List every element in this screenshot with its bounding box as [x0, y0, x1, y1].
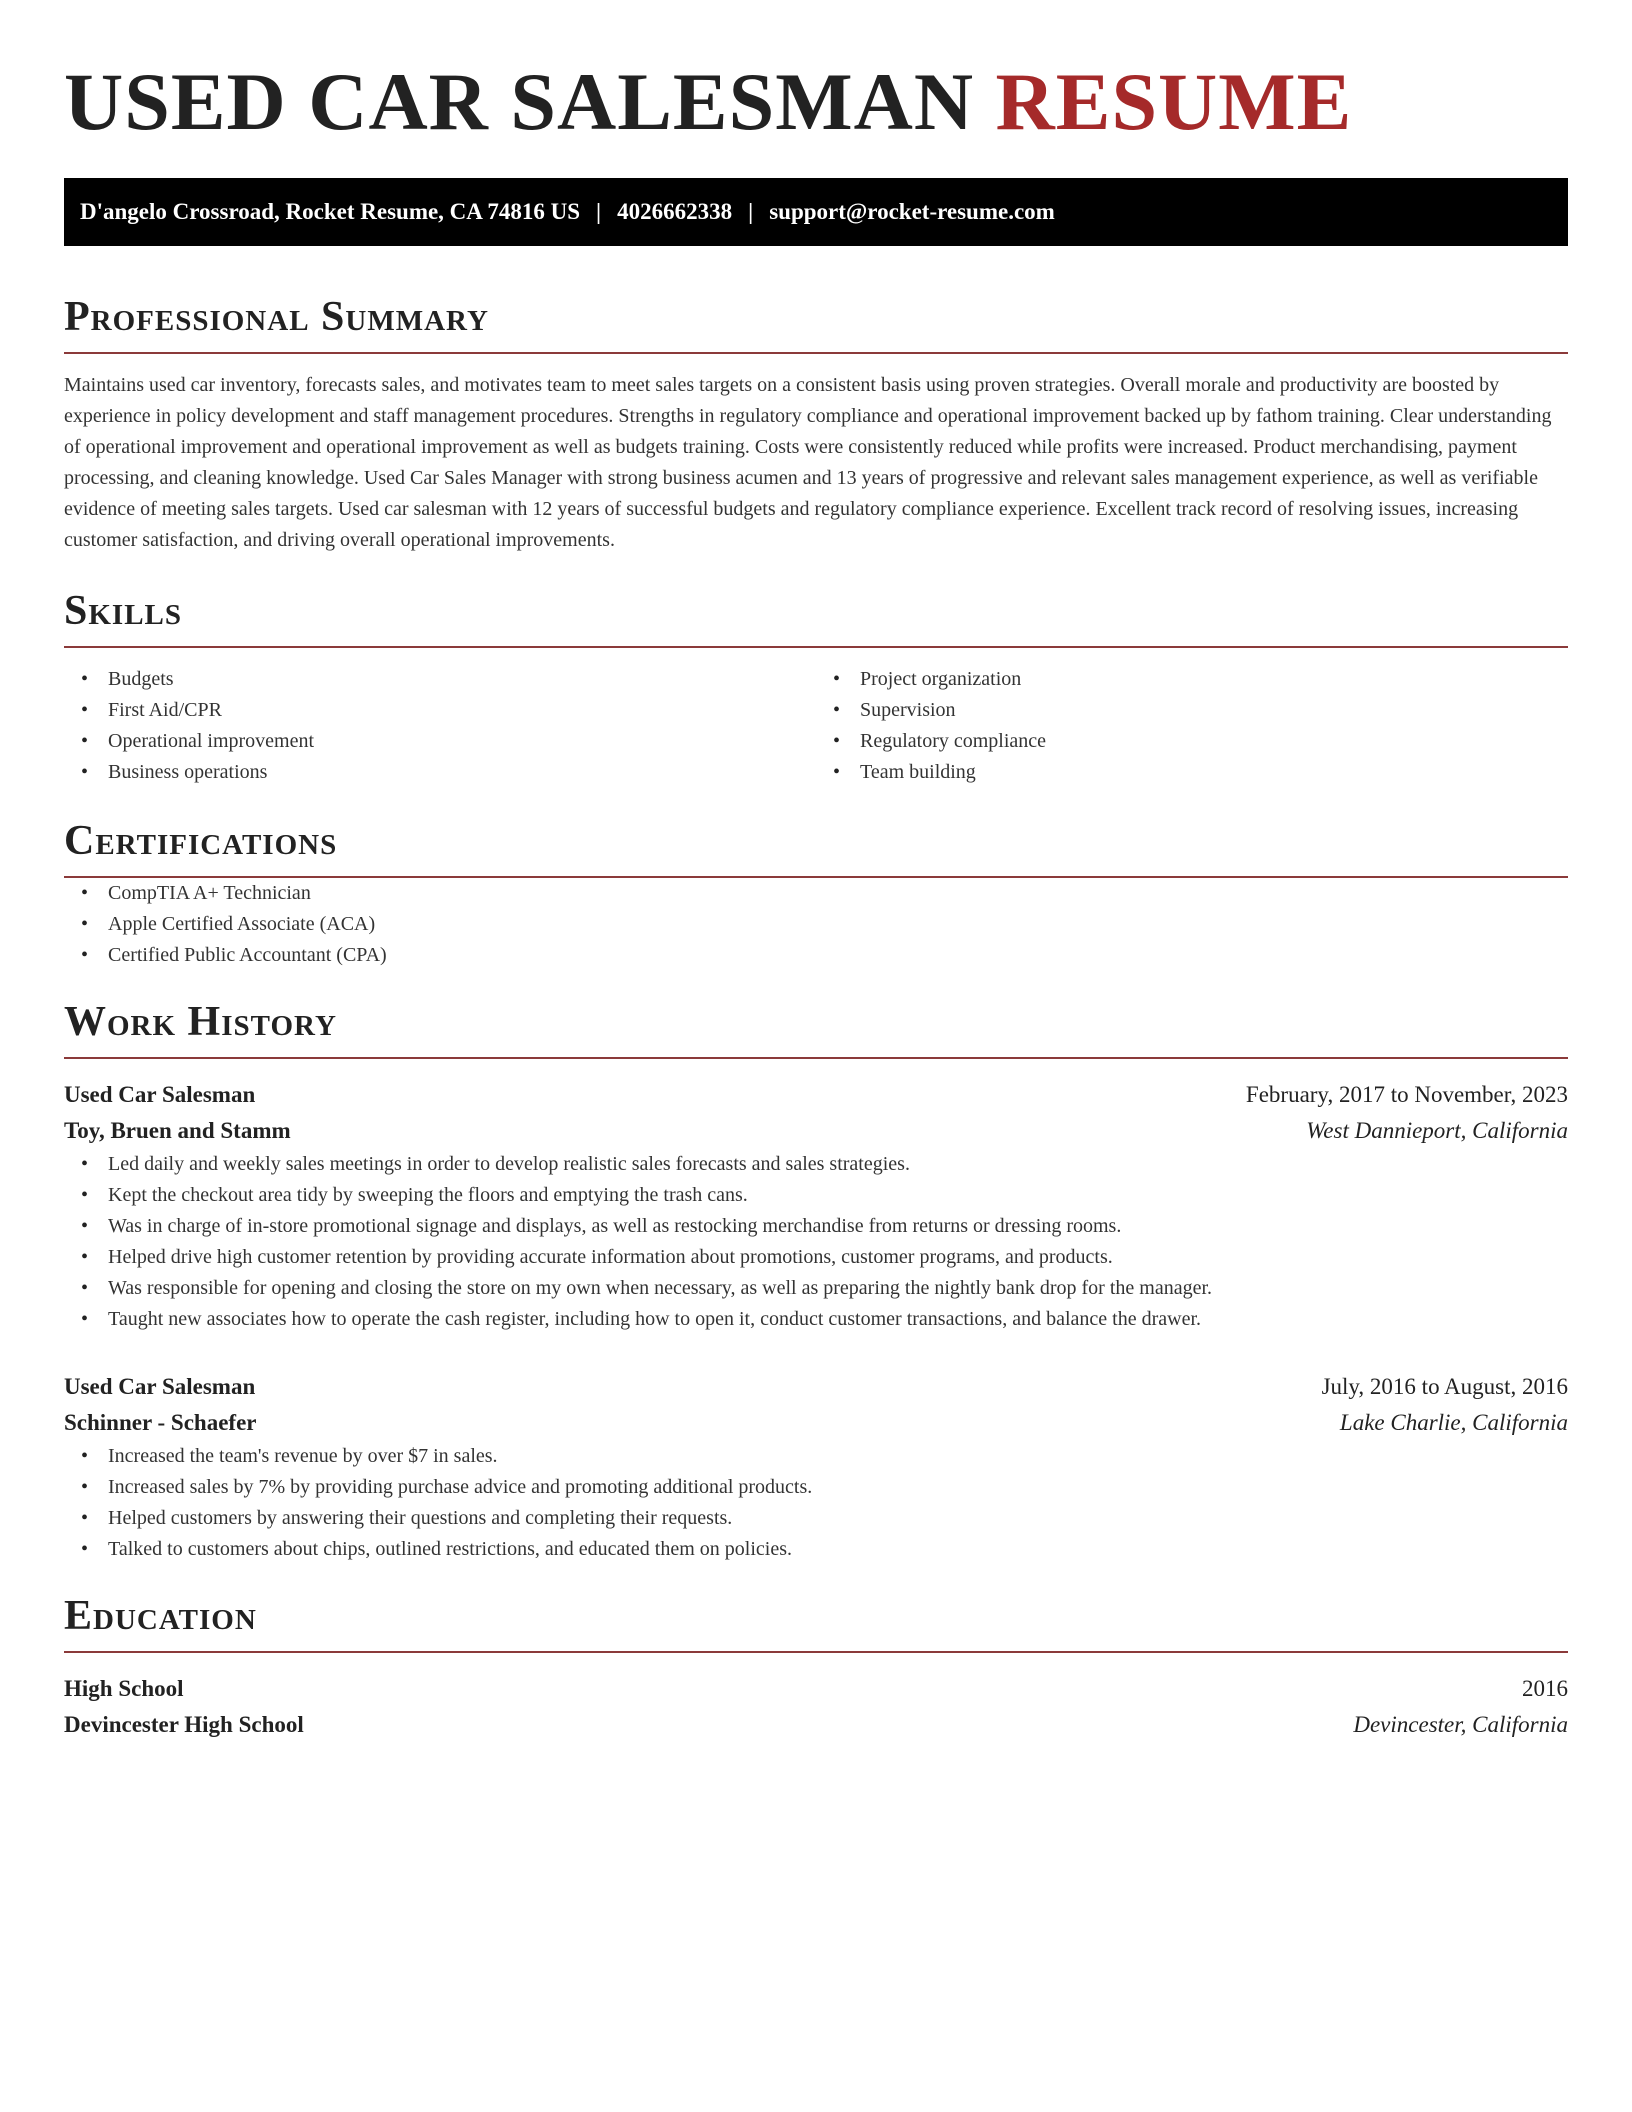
skill-item: • Regulatory compliance [816, 726, 1568, 757]
skill-item: • Operational improvement [64, 726, 816, 757]
education-header-row [64, 1671, 1568, 1707]
skills-list-right [816, 664, 1568, 788]
education-degree: High School [64, 1676, 184, 1701]
section-divider [64, 1651, 1568, 1653]
certification-item: • Apple Certified Associate (ACA) [64, 909, 1568, 940]
skill-item: • Project organization [816, 664, 1568, 695]
contact-separator: | [748, 199, 754, 224]
certification-item: • CompTIA A+ Technician [64, 878, 1568, 909]
skills-grid [64, 664, 1568, 788]
job-header-row [64, 1077, 1568, 1113]
skills-list-left [64, 664, 816, 788]
job-entry [64, 1077, 1568, 1335]
skills-heading: Skills [64, 588, 183, 634]
education-location: Devincester, California [1353, 1712, 1568, 1737]
job-location: West Dannieport, California [1306, 1118, 1568, 1143]
contact-bar [64, 178, 1568, 246]
education-entry [64, 1671, 1568, 1743]
job-duty: • Was in charge of in-store promotional signage and displays, as well as restocking merchandise from returns or dressing rooms. [64, 1211, 1568, 1242]
summary-heading: Professional Summary [64, 294, 489, 340]
title-accent: RESUME [995, 56, 1353, 147]
contact-email: support@rocket-resume.com [769, 199, 1055, 224]
skill-item: • Team building [816, 757, 1568, 788]
job-dates: February, 2017 to November, 2023 [1245, 1082, 1568, 1107]
job-duty: • Helped drive high customer retention by providing accurate information about promotions, customer programs, and products. [64, 1242, 1568, 1273]
job-duty: • Talked to customers about chips, outlined restrictions, and educated them on policies. [64, 1534, 1568, 1565]
certifications-heading: Certifications [64, 818, 338, 864]
certifications-list [64, 878, 1568, 971]
job-duty: • Increased the team's revenue by over $7 in sales. [64, 1441, 1568, 1472]
job-company: Toy, Bruen and Stamm [64, 1118, 291, 1143]
section-divider [64, 352, 1568, 354]
education-school-row [64, 1707, 1568, 1743]
job-duties-list [64, 1441, 1568, 1565]
job-duty: • Was responsible for opening and closing the store on my own when necessary, as well as preparing the nightly bank drop for the manager. [64, 1273, 1568, 1304]
job-duty: • Taught new associates how to operate the cash register, including how to open it, conduct customer transactions, and balance the drawer. [64, 1304, 1568, 1335]
education-section [64, 1591, 1568, 1743]
job-duty: • Kept the checkout area tidy by sweeping the floors and emptying the trash cans. [64, 1180, 1568, 1211]
section-divider [64, 1057, 1568, 1059]
job-title: Used Car Salesman [64, 1374, 256, 1399]
summary-text: Maintains used car inventory, forecasts sales, and motivates team to meet sales targets on a consistent basis using proven strategies. Overall morale and productivity are boosted by experience in policy development and staff management procedures. Strengths in regulatory compliance and operational improvement backed up by fathom training. Clear understanding of operational improvement and operational improvement as well as budgets training. Costs were consistently reduced while profits were increased. Product merchandising, payment processing, and cleaning knowledge. Used Car Sales Manager with strong business acumen and 13 years of progressive and relevant sales management experience, as well as verifiable evidence of meeting sales targets. Used car salesman with 12 years of successful budgets and regulatory compliance experience. Excellent track record of resolving issues, increasing customer satisfaction, and driving overall operational improvements. [64, 374, 1552, 551]
job-company-row [64, 1405, 1568, 1441]
job-title: Used Car Salesman [64, 1082, 256, 1107]
job-dates: July, 2016 to August, 2016 [1321, 1374, 1568, 1399]
job-header-row [64, 1369, 1568, 1405]
contact-phone: 4026662338 [617, 199, 733, 224]
skills-section [64, 586, 1568, 788]
work-history-heading: Work History [64, 999, 337, 1045]
job-duties-list [64, 1149, 1568, 1335]
certifications-section [64, 816, 1568, 971]
skill-item: • First Aid/CPR [64, 695, 816, 726]
education-heading: Education [64, 1593, 257, 1639]
job-location: Lake Charlie, California [1339, 1410, 1568, 1435]
job-duty: • Led daily and weekly sales meetings in order to develop realistic sales forecasts and sales strategies. [64, 1149, 1568, 1180]
certification-item: • Certified Public Accountant (CPA) [64, 940, 1568, 971]
summary-section [64, 292, 1568, 556]
job-duty: • Increased sales by 7% by providing purchase advice and promoting additional products. [64, 1472, 1568, 1503]
education-school: Devincester High School [64, 1712, 304, 1737]
skill-item: • Supervision [816, 695, 1568, 726]
education-year: 2016 [1522, 1676, 1568, 1701]
job-company: Schinner - Schaefer [64, 1410, 257, 1435]
contact-separator: | [596, 199, 602, 224]
job-company-row [64, 1113, 1568, 1149]
section-divider [64, 646, 1568, 648]
title-main: USED CAR SALESMAN [64, 56, 975, 147]
job-duty: • Helped customers by answering their questions and completing their requests. [64, 1503, 1568, 1534]
work-history-section [64, 997, 1568, 1565]
job-entry [64, 1369, 1568, 1565]
skill-item: • Business operations [64, 757, 816, 788]
skill-item: • Budgets [64, 664, 816, 695]
contact-address: D'angelo Crossroad, Rocket Resume, CA 74816 US [80, 199, 581, 224]
resume-title [64, 52, 1568, 152]
